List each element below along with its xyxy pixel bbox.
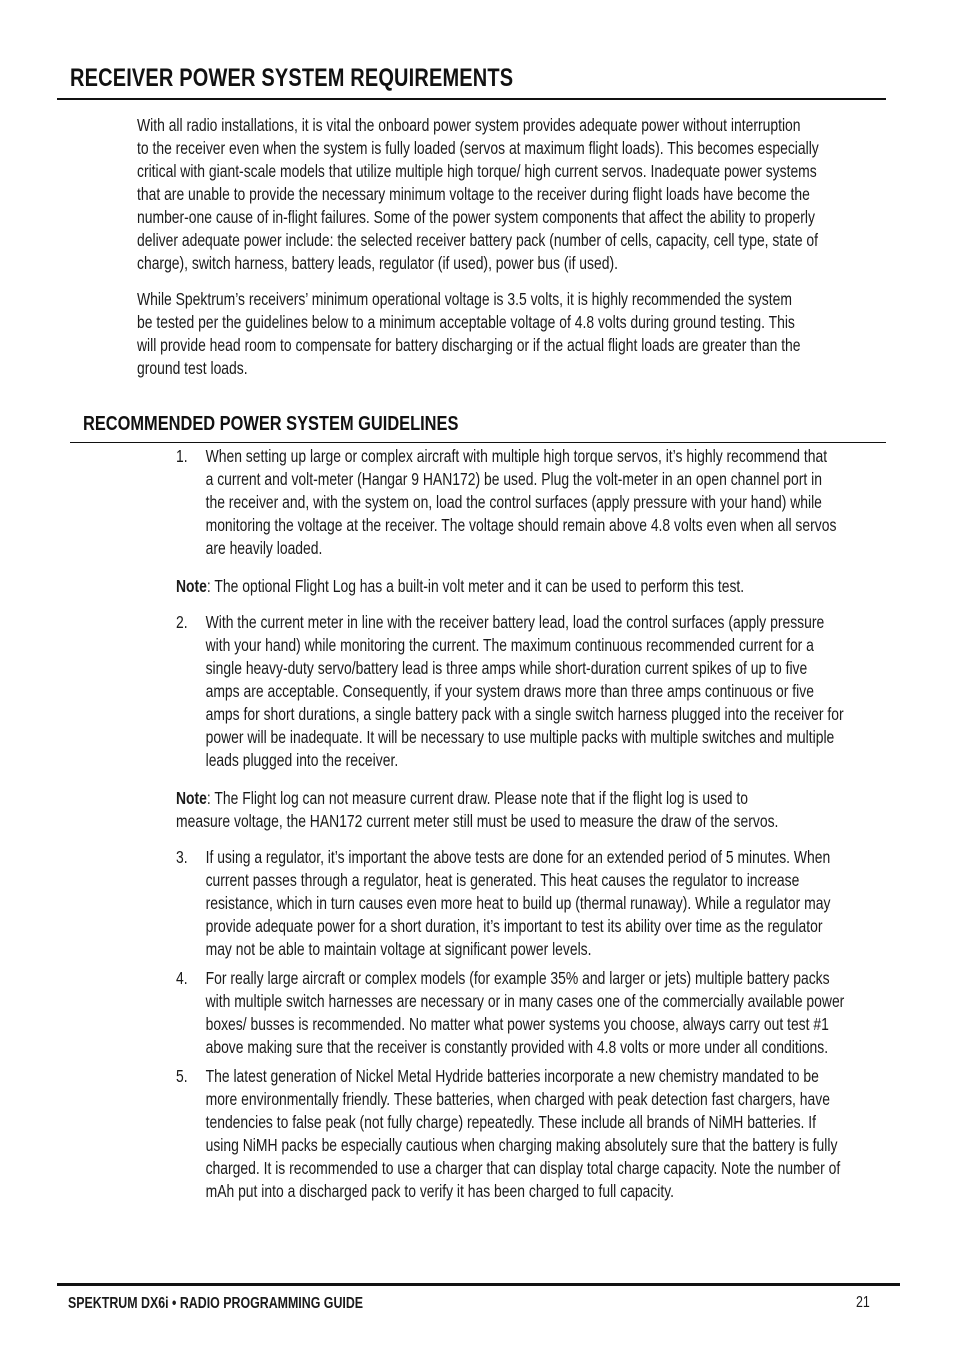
list-number: 2.	[176, 612, 188, 632]
text-line: may not be able to maintain voltage at significant power levels.	[205, 939, 592, 959]
list-number: 3.	[176, 847, 188, 867]
text-line: to the receiver even when the system is fully loaded (servos at maximum flight loads). This becomes especially	[137, 138, 819, 158]
section-rule	[70, 442, 886, 443]
intro-paragraph-1	[137, 114, 863, 275]
intro-paragraph-2	[137, 288, 863, 380]
text-line: mAh put into a discharged pack to verify it has been charged to full capacity.	[205, 1181, 674, 1201]
list-item-1	[176, 445, 885, 560]
page-title: RECEIVER POWER SYSTEM REQUIREMENTS	[70, 64, 514, 92]
list-item-2	[176, 611, 885, 772]
text-line: with your hand) while monitoring the current. The maximum continuous recommended current for a	[205, 635, 814, 655]
text-line: more environmentally friendly. These batteries, when charged with peak detection fast chargers, have	[205, 1089, 830, 1109]
list-number: 1.	[176, 446, 188, 466]
title-rule	[57, 98, 886, 100]
text-line: tendencies to false peak (not fully charge) repeatedly. These include all brands of NiMH batteries. If	[205, 1112, 817, 1132]
text-line: : The Flight log can not measure current draw. Please note that if the flight log is used to	[206, 788, 749, 808]
text-line: While Spektrum’s receivers’ minimum operational voltage is 3.5 volts, it is highly recommended the system	[137, 289, 792, 309]
text-line: above making sure that the receiver is constantly provided with 4.8 volts or more under all conditions.	[205, 1037, 829, 1057]
text-line: that are unable to provide the necessary minimum voltage to the receiver during flight loads have become the	[137, 184, 810, 204]
text-line: amps for short durations, a single battery pack with a single switch harness plugged into the receiver for	[205, 704, 844, 724]
text-line: a current and volt-meter (Hangar 9 HAN172) be used. Plug the volt-meter in an open channel port in	[205, 469, 822, 489]
text-line: ground test loads.	[137, 358, 248, 378]
text-line: charge), switch harness, battery leads, regulator (if used), power bus (if used).	[137, 253, 618, 273]
text-line: measure voltage, the HAN172 current meter still must be used to measure the draw of the servos.	[176, 811, 779, 831]
text-line: with multiple switch harnesses are necessary or in many cases one of the commercially available power	[205, 991, 845, 1011]
note-1	[176, 575, 885, 598]
text-line: The latest generation of Nickel Metal Hydride batteries incorporate a new chemistry mandated to be	[205, 1066, 819, 1086]
text-line: the receiver and, with the system on, load the control surfaces (apply pressure with your hand) while	[205, 492, 822, 512]
text-line: With the current meter in line with the receiver battery lead, load the control surfaces (apply pressure	[205, 612, 825, 632]
text-line: provide adequate power for a short duration, it’s important to test its ability over time as the regulator	[205, 916, 823, 936]
text-line: will provide head room to compensate for battery discharging or if the actual flight loads are greater than the	[137, 335, 801, 355]
list-number: 4.	[176, 968, 188, 988]
text-line: For really large aircraft or complex models (for example 35% and larger or jets) multiple battery packs	[205, 968, 830, 988]
list-item-4	[176, 967, 885, 1059]
page-number: 21	[856, 1294, 870, 1311]
text-line: charged. It is recommended to use a charger that can display total charge capacity. Note the number of	[205, 1158, 841, 1178]
text-line: number-one cause of in-flight failures. Some of the power system components that affect the ability to properly	[137, 207, 815, 227]
guidelines-list	[176, 445, 885, 1203]
note-2	[176, 787, 885, 833]
text-line: boxes/ busses is recommended. No matter what power systems you choose, always carry out test #1	[205, 1014, 829, 1034]
list-number: 5.	[176, 1066, 188, 1086]
text-line: using NiMH packs be especially cautious when charging making absolutely sure that the battery is fully	[205, 1135, 838, 1155]
text-line: amps are acceptable. Consequently, if your system draws more than three amps continuous or five	[205, 681, 814, 701]
text-line: power will be inadequate. It will be necessary to use multiple packs with multiple switches and multiple	[205, 727, 835, 747]
footer-rule	[57, 1283, 900, 1286]
section-heading: RECOMMENDED POWER SYSTEM GUIDELINES	[83, 412, 459, 435]
text-line: current passes through a regulator, heat is generated. This heat causes the regulator to increase	[205, 870, 800, 890]
text-line: be tested per the guidelines below to a minimum acceptable voltage of 4.8 volts during ground testing. This	[137, 312, 795, 332]
list-item-5	[176, 1065, 885, 1203]
footer-title: SPEKTRUM DX6i • RADIO PROGRAMMING GUIDE	[68, 1295, 364, 1312]
text-line: With all radio installations, it is vital the onboard power system provides adequate power without interruption	[137, 115, 801, 135]
text-line: resistance, which in turn causes even more heat to build up (thermal runaway). While a regulator may	[205, 893, 831, 913]
text-line: single heavy-duty servo/battery lead is three amps while short-duration current spikes of up to five	[205, 658, 808, 678]
list-item-3	[176, 846, 885, 961]
text-line: are heavily loaded.	[205, 538, 323, 558]
text-line: deliver adequate power include: the selected receiver battery pack (number of cells, capacity, cell type, state of	[137, 230, 819, 250]
note-label: Note	[176, 788, 207, 808]
text-line: leads plugged into the receiver.	[205, 750, 399, 770]
text-line: monitoring the voltage at the receiver. The voltage should remain above 4.8 volts even when all servos	[205, 515, 837, 535]
text-line: When setting up large or complex aircraft with multiple high torque servos, it’s highly recommend that	[205, 446, 828, 466]
text-line: If using a regulator, it’s important the above tests are done for an extended period of 5 minutes. When	[205, 847, 831, 867]
text-line: : The optional Flight Log has a built-in volt meter and it can be used to perform this test.	[206, 576, 745, 596]
note-label: Note	[176, 576, 207, 596]
intro-text	[137, 114, 863, 380]
text-line: critical with giant-scale models that utilize multiple high torque/ high current servos. Inadequate power systems	[137, 161, 817, 181]
